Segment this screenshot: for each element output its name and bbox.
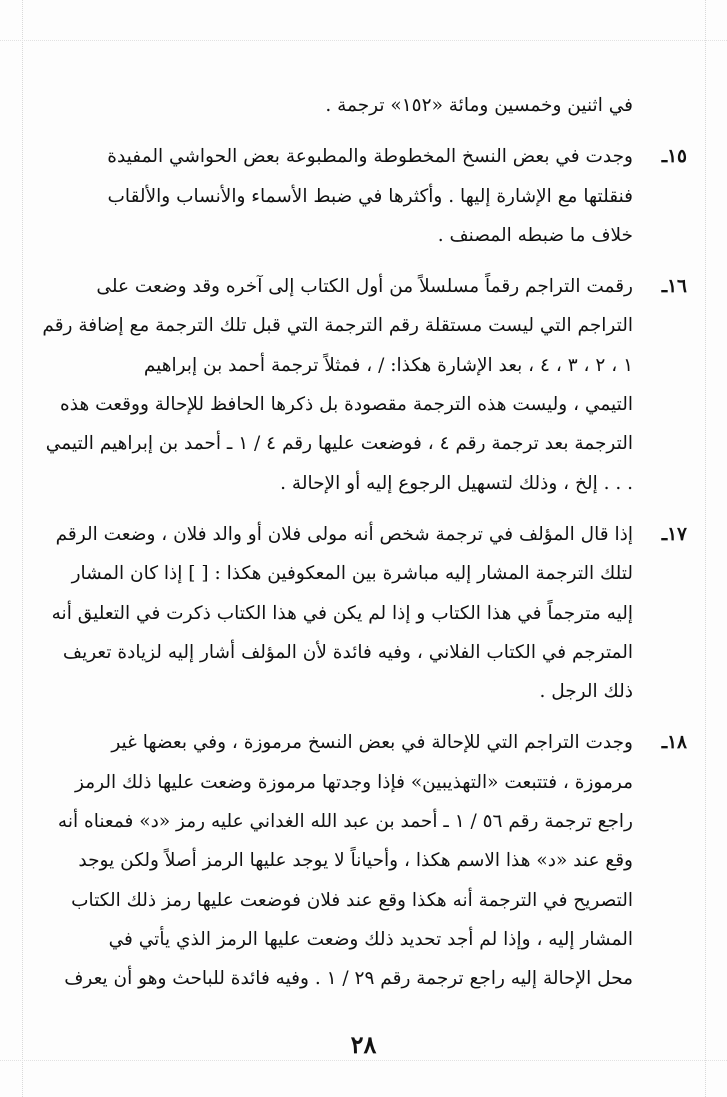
text-line: ١ ، ٢ ، ٣ ، ٤ ، بعد الإشارة هكذا: / ، فمثلاً ترجمة أحمد بن إبراهيم	[143, 354, 633, 376]
page-number: ٢٨	[350, 1030, 377, 1059]
scan-guide-left	[22, 0, 23, 1097]
paragraph-gap	[33, 503, 687, 515]
text-line: المشار إليه ، وإذا لم أجد تحديد ذلك وضعت عليها الرمز الذي يأتي في	[108, 928, 633, 950]
text-line: وقع عند «د» هذا الاسم هكذا ، وأحياناً لا يوجد عليها الرمز أصلاً ولكن يوجد	[78, 850, 633, 872]
text-line: فنقلتها مع الإشارة إليها . وأكثرها في ضبط الأسماء والأنساب والألقاب	[107, 185, 633, 207]
scan-guide-bottom	[0, 1060, 727, 1061]
text-line: في اثنين وخمسين ومائة «١٥٢» ترجمة .	[325, 95, 633, 116]
numbered-line	[33, 267, 687, 306]
text-line: التيمي ، وليست هذه الترجمة مقصودة بل ذكرها الحافظ للإحالة ووقعت هذه	[60, 394, 633, 416]
text-line: لتلك الترجمة المشار إليه مباشرة بين المعكوفين هكذا : [ ] إذا كان المشار	[71, 563, 633, 585]
text-line: التصريح في الترجمة أنه هكذا وقع عند فلان فوضعت عليها رمز ذلك الكتاب	[71, 889, 633, 911]
item-number: ١٨ـ	[661, 732, 687, 754]
line-text: إذا قال المؤلف في ترجمة شخص أنه مولى فلان أو والد فلان ، وضعت الرقم	[55, 523, 633, 545]
line-text: وجدت في بعض النسخ المخطوطة والمطبوعة بعض الحواشي المفيدة	[107, 146, 633, 168]
item-number: ١٧ـ	[661, 523, 687, 545]
text-line: خلاف ما ضبطه المصنف .	[437, 224, 633, 246]
item-number: ١٥ـ	[661, 146, 687, 168]
page-body-text	[33, 86, 687, 999]
numbered-line	[33, 515, 687, 554]
item-number: ١٦ـ	[661, 276, 687, 298]
line-text: رقمت التراجم رقماً مسلسلاً من أول الكتاب إلى آخره وقد وضعت على	[96, 276, 633, 298]
scan-guide-right	[705, 0, 706, 1097]
text-line: . . . إلخ ، وذلك لتسهيل الرجوع إليه أو الإحالة .	[280, 472, 633, 494]
text-line: راجع ترجمة رقم ٥٦ / ١ ـ أحمد بن عبد الله الغداني عليه رمز «د» فمعناه أنه	[57, 811, 633, 833]
text-line: إليه مترجماً في هذا الكتاب و إذا لم يكن في هذا الكتاب ذكرت في التعليق أنه	[51, 602, 633, 624]
text-line: مرموزة ، فتتبعت «التهذيبين» فإذا وجدتها مرموزة وضعت عليها ذلك الرمز	[75, 771, 633, 793]
text-line: المترجم في الكتاب الفلاني ، وفيه فائدة لأن المؤلف أشار إليه لزيادة تعريف	[62, 641, 633, 663]
text-line: محل الإحالة إليه راجع ترجمة رقم ٢٩ / ١ . وفيه فائدة للباحث وهو أن يعرف	[64, 968, 633, 990]
numbered-line	[33, 137, 687, 176]
paragraph-gap	[33, 711, 687, 723]
text-line: الترجمة بعد ترجمة رقم ٤ ، فوضعت عليها رقم ٤ / ١ ـ أحمد بن إبراهيم التيمي	[45, 433, 633, 455]
text-line: التراجم التي ليست مستقلة رقم الترجمة التي قبل تلك الترجمة مع إضافة رقم	[42, 315, 633, 337]
scan-guide-top	[0, 40, 727, 41]
numbered-line	[33, 723, 687, 762]
paragraph-gap	[33, 125, 687, 137]
paragraph-gap	[33, 255, 687, 267]
line-text: وجدت التراجم التي للإحالة في بعض النسخ مرموزة ، وفي بعضها غير	[111, 732, 633, 754]
text-line: ذلك الرجل .	[539, 681, 633, 703]
